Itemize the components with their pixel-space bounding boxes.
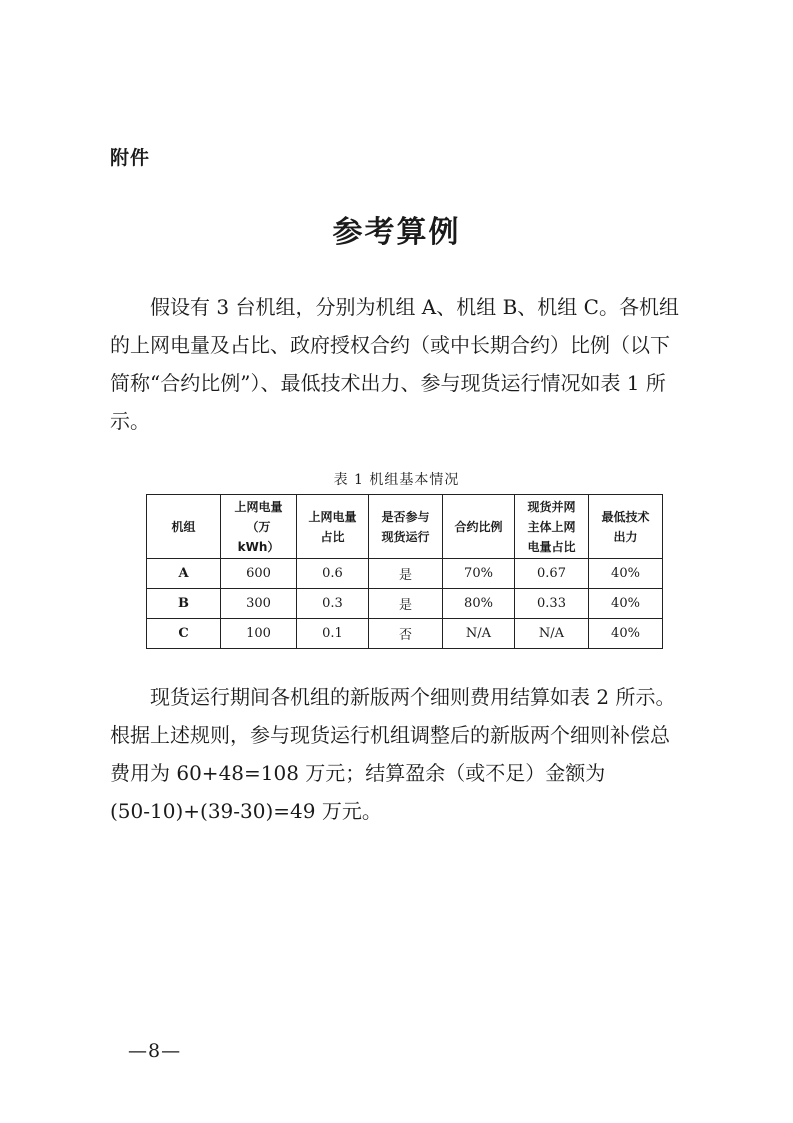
cell-share: 0.3 [297,589,369,619]
intro-line: 假设有 3 台机组，分别为机组 A、机组 B、机组 C。各机组 [110,295,679,319]
cell-unit: A [147,559,221,589]
cell-contract: 70% [443,559,515,589]
table-caption: 表 1 机组基本情况 [333,472,460,488]
header-energy: 上网电量 （万 kWh） [221,495,297,559]
cell-spot-share: 0.67 [515,559,589,589]
cell-contract: N/A [443,619,515,649]
result-line: 费用为 60+48=108 万元；结算盈余（或不足）金额为 [110,761,606,785]
cell-energy: 100 [221,619,297,649]
table-row [147,559,663,589]
cell-spot-share: N/A [515,619,589,649]
page-number: —8— [128,1040,182,1062]
header-contract: 合约比例 [443,495,515,559]
result-paragraph [110,678,696,830]
result-line: 根据上述规则，参与现货运行机组调整后的新版两个细则补偿总 [110,723,670,747]
cell-min-output: 40% [589,589,663,619]
result-line: (50-10)+(39-30)=49 万元。 [110,799,382,823]
cell-unit: C [147,619,221,649]
result-line: 现货运行期间各机组的新版两个细则费用结算如表 2 所示。 [110,685,676,709]
cell-spot: 是 [369,559,443,589]
header-min-output: 最低技术 出力 [589,495,663,559]
table-row [147,589,663,619]
cell-spot: 是 [369,589,443,619]
cell-spot: 否 [369,619,443,649]
intro-paragraph [110,288,696,440]
cell-unit: B [147,589,221,619]
cell-share: 0.6 [297,559,369,589]
header-spot: 是否参与 现货运行 [369,495,443,559]
intro-line: 的上网电量及占比、政府授权合约（或中长期合约）比例（以下 [110,333,670,357]
cell-energy: 600 [221,559,297,589]
cell-min-output: 40% [589,559,663,589]
header-share: 上网电量 占比 [297,495,369,559]
cell-contract: 80% [443,589,515,619]
cell-share: 0.1 [297,619,369,649]
attachment-label: 附件 [110,147,151,169]
cell-spot-share: 0.33 [515,589,589,619]
page-title: 参考算例 [332,215,461,250]
unit-basic-info-table [146,494,663,649]
cell-energy: 300 [221,589,297,619]
header-unit: 机组 [147,495,221,559]
intro-line: 简称“合约比例”）、最低技术出力、参与现货运行情况如表 1 所 [110,371,666,395]
table-row [147,619,663,649]
cell-min-output: 40% [589,619,663,649]
header-spot-share: 现货并网 主体上网 电量占比 [515,495,589,559]
intro-line: 示。 [110,409,150,433]
table-header-row [147,495,663,559]
